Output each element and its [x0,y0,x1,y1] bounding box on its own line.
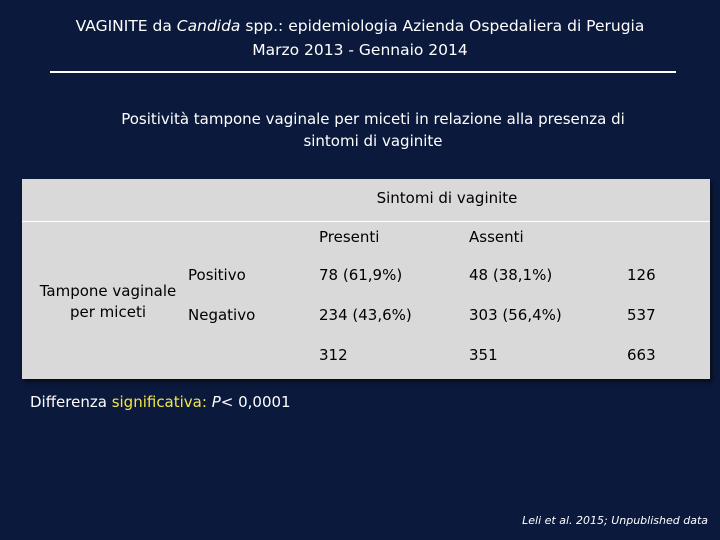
row-group-label-line-2: per miceti [70,303,146,321]
col-header-presenti: Presenti [319,228,380,246]
title-text-1: VAGINITE da [75,17,177,35]
note-p-symbol: P [211,393,221,411]
data-table [22,179,710,379]
title-text-2: spp.: epidemiologia Azienda Ospedaliera di Perugia [240,17,645,35]
significance-note [30,392,291,412]
cell-total-assenti: 351 [469,346,498,364]
note-p-value: < 0,0001 [220,393,291,411]
title-line-1 [0,14,720,38]
source-citation: Leli et al. 2015; Unpublished data [522,514,708,527]
row-label-negativo: Negativo [188,306,256,324]
note-highlight: significativa [111,393,202,411]
cell-total-presenti: 312 [319,346,348,364]
cell-positivo-total: 126 [627,266,656,284]
group-header: Sintomi di vaginite [376,189,518,207]
cell-positivo-presenti: 78 (61,9%) [319,266,403,284]
note-colon: : [201,393,212,411]
slide-title [0,14,720,62]
cell-negativo-total: 537 [627,306,656,324]
title-italic-genus: Candida [176,17,241,35]
title-divider [50,71,676,73]
row-label-positivo: Positivo [188,266,246,284]
note-prefix: Differenza [30,393,112,411]
cell-negativo-presenti: 234 (43,6%) [319,306,412,324]
cell-grand-total: 663 [627,346,656,364]
title-line-2: Marzo 2013 - Gennaio 2014 [252,41,468,59]
caption-line-1: Positività tampone vaginale per miceti in relazione alla presenza di [121,110,625,128]
caption-line-2: sintomi di vaginite [303,132,443,150]
col-header-assenti: Assenti [469,228,524,246]
table-caption [100,108,646,152]
cell-negativo-assenti: 303 (56,4%) [469,306,562,324]
row-group-label-line-1: Tampone vaginale [39,282,177,300]
cell-positivo-assenti: 48 (38,1%) [469,266,553,284]
